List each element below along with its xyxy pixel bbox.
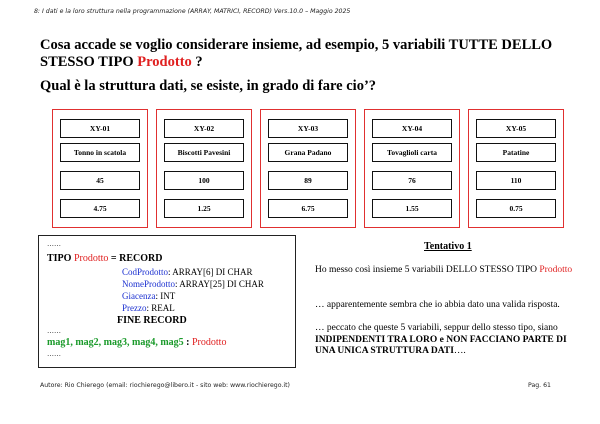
field-name: Prezzo [122,303,147,313]
tipo-name: Prodotto [73,253,109,264]
record-code: XY-02 [164,119,244,138]
tentativo-paragraph-1 [315,265,585,277]
p1-highlight: Prodotto [539,265,573,275]
tentativo-paragraph-2: … apparentemente sembra che io abbia dato una valida risposta. [315,300,560,310]
record-giacenza: 45 [60,171,140,190]
field-line [122,291,175,301]
record-definition-box [38,235,296,368]
field-name: Giacenza [122,291,156,301]
p3-end: …. [453,346,466,356]
tentativo-title: Tentativo 1 [424,241,472,252]
question-2: Qual è la struttura dati, se esiste, in grado di fare cio’? [40,78,377,94]
question-1-text: Cosa accade se voglio considerare insieme, ad esempio, 5 variabili TUTTE DELLO STESSO TIPO [40,37,553,70]
record-card [468,109,564,228]
record-name: Biscotti Pavesini [164,143,244,162]
document-header: 8: I dati e la loro struttura nella programmazione (ARRAY, MATRICI, RECORD) Vers.10.0 – Maggio 2025 [34,8,351,15]
record-giacenza: 110 [476,171,556,190]
vars-line [47,337,226,348]
record-name: Patatine [476,143,556,162]
question-1-suffix: ? [195,54,203,70]
dots-top: …… [47,240,61,248]
vars-type: Prodotto [192,337,227,348]
footer-author: Autore: Rio Chierego (email: riochierego@libero.it - sito web: www.riochierego.it) [40,382,290,389]
record-code: XY-05 [476,119,556,138]
field-name: CodProdotto [122,267,169,277]
fine-record: FINE RECORD [117,315,187,326]
dots-mid: …… [47,327,61,335]
field-name: NomeProdotto [122,279,175,289]
record-card [364,109,460,228]
field-line [122,267,252,277]
record-name: Tovaglioli carta [372,143,452,162]
field-type: : REAL [146,303,175,313]
record-name: Tonno in scatola [60,143,140,162]
record-card [156,109,252,228]
field-line [122,303,175,313]
record-prezzo: 6.75 [268,199,348,218]
record-keyword: = RECORD [110,253,163,264]
field-line [122,279,264,289]
p3-text: … peccato che queste 5 variabili, seppur dello stesso tipo, siano [315,323,558,333]
tipo-keyword: TIPO [47,253,72,264]
page-number: Pag. 61 [528,382,551,389]
dots-bottom: …… [47,350,61,358]
tentativo-paragraph-3 [315,323,585,358]
record-card [260,109,356,228]
field-type: : INT [155,291,176,301]
field-type: : ARRAY[6] DI CHAR [168,267,253,277]
record-code: XY-03 [268,119,348,138]
question-1-highlight: Prodotto [137,54,192,70]
record-prezzo: 0.75 [476,199,556,218]
p1-text: Ho messo così insieme 5 variabili DELLO STESSO TIPO [315,265,538,275]
record-code: XY-01 [60,119,140,138]
tipo-line [47,253,162,264]
record-prezzo: 1.25 [164,199,244,218]
question-1 [40,37,590,71]
record-card [52,109,148,228]
record-giacenza: 100 [164,171,244,190]
record-code: XY-04 [372,119,452,138]
field-type: : ARRAY[25] DI CHAR [175,279,264,289]
variables: mag1, mag2, mag3, mag4, mag5 [47,337,184,348]
record-prezzo: 4.75 [60,199,140,218]
vars-colon: : [186,337,190,348]
record-name: Grana Padano [268,143,348,162]
record-giacenza: 89 [268,171,348,190]
record-giacenza: 76 [372,171,452,190]
p3-bold: INDIPENDENTI TRA LORO e NON FACCIANO PARTE DI UNA UNICA STRUTTURA DATI [315,334,567,356]
record-prezzo: 1.55 [372,199,452,218]
